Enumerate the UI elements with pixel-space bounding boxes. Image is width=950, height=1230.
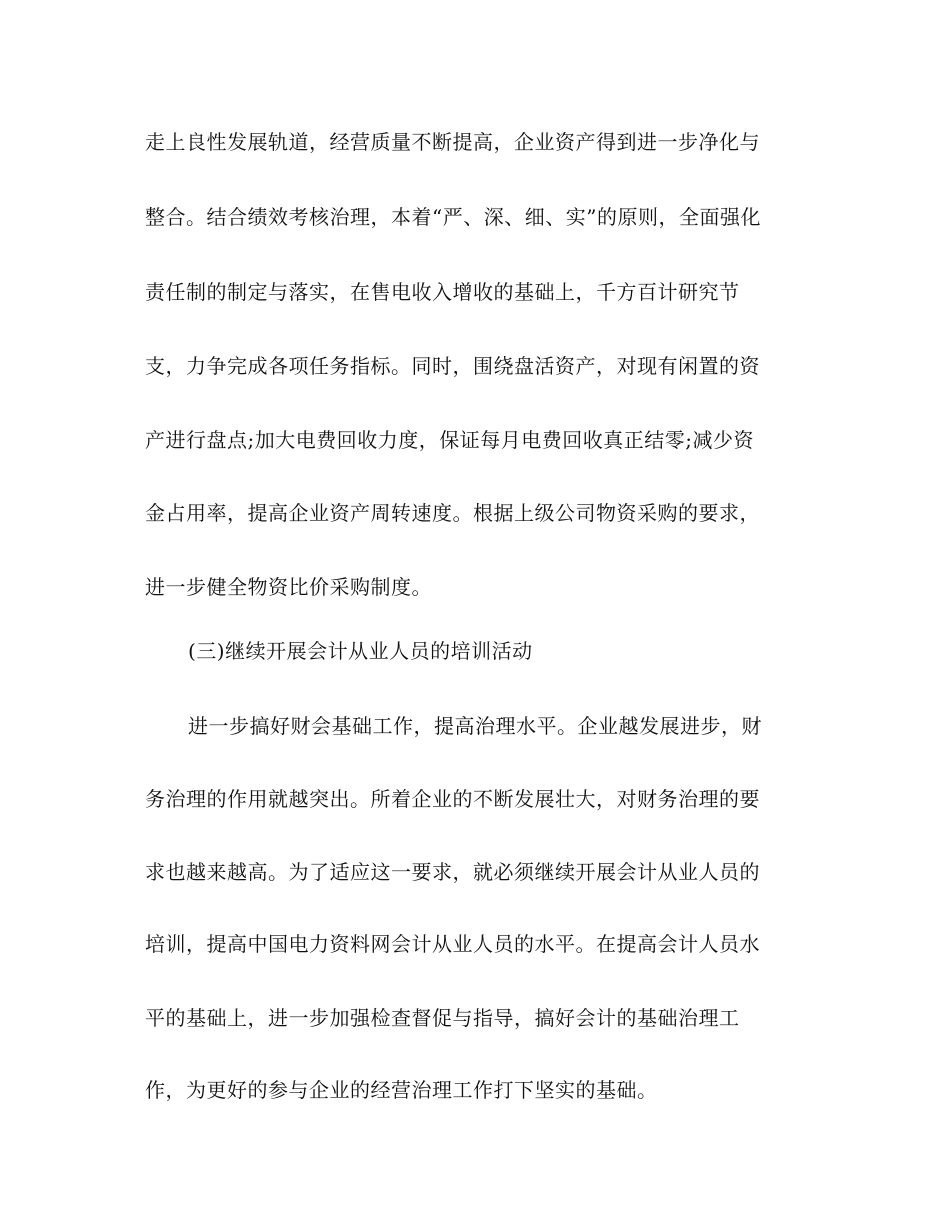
paragraph-line: 求也越来越高。为了适应这一要求，就必须继续开展会计从业人员的 xyxy=(145,860,760,884)
paragraph-line: 责任制的制定与落实，在售电收入增收的基础上，千方百计研究节 xyxy=(145,280,740,304)
paragraph-line: 作，为更好的参与企业的经营治理工作打下坚实的基础。 xyxy=(145,1078,658,1102)
paragraph-line: 产进行盘点;加大电费回收力度，保证每月电费回收真正结零;减少资 xyxy=(145,428,754,452)
paragraph-line: 金占用率，提高企业资产周转速度。根据上级公司物资采购的要求， xyxy=(145,501,760,525)
paragraph-line: 平的基础上，进一步加强检查督促与指导，搞好会计的基础治理工 xyxy=(145,1006,740,1030)
paragraph-line: 走上良性发展轨道，经营质量不断提高，企业资产得到进一步净化与 xyxy=(145,130,760,154)
paragraph-line: 进一步健全物资比价采购制度。 xyxy=(145,575,432,599)
paragraph-line: 务治理的作用就越突出。所着企业的不断发展壮大，对财务治理的要 xyxy=(145,787,760,811)
paragraph-line: 支，力争完成各项任务指标。同时，围绕盘活资产，对现有闲置的资 xyxy=(145,354,760,378)
paragraph-line: 整合。结合绩效考核治理，本着“严、深、细、实”的原则，全面强化 xyxy=(145,205,761,229)
section-heading: (三)继续开展会计从业人员的培训活动 xyxy=(188,639,533,663)
paragraph-line: 培训，提高中国电力资料网会计从业人员的水平。在提高会计人员水 xyxy=(145,932,760,956)
paragraph-line: 进一步搞好财会基础工作，提高治理水平。企业越发展进步，财 xyxy=(188,714,762,738)
